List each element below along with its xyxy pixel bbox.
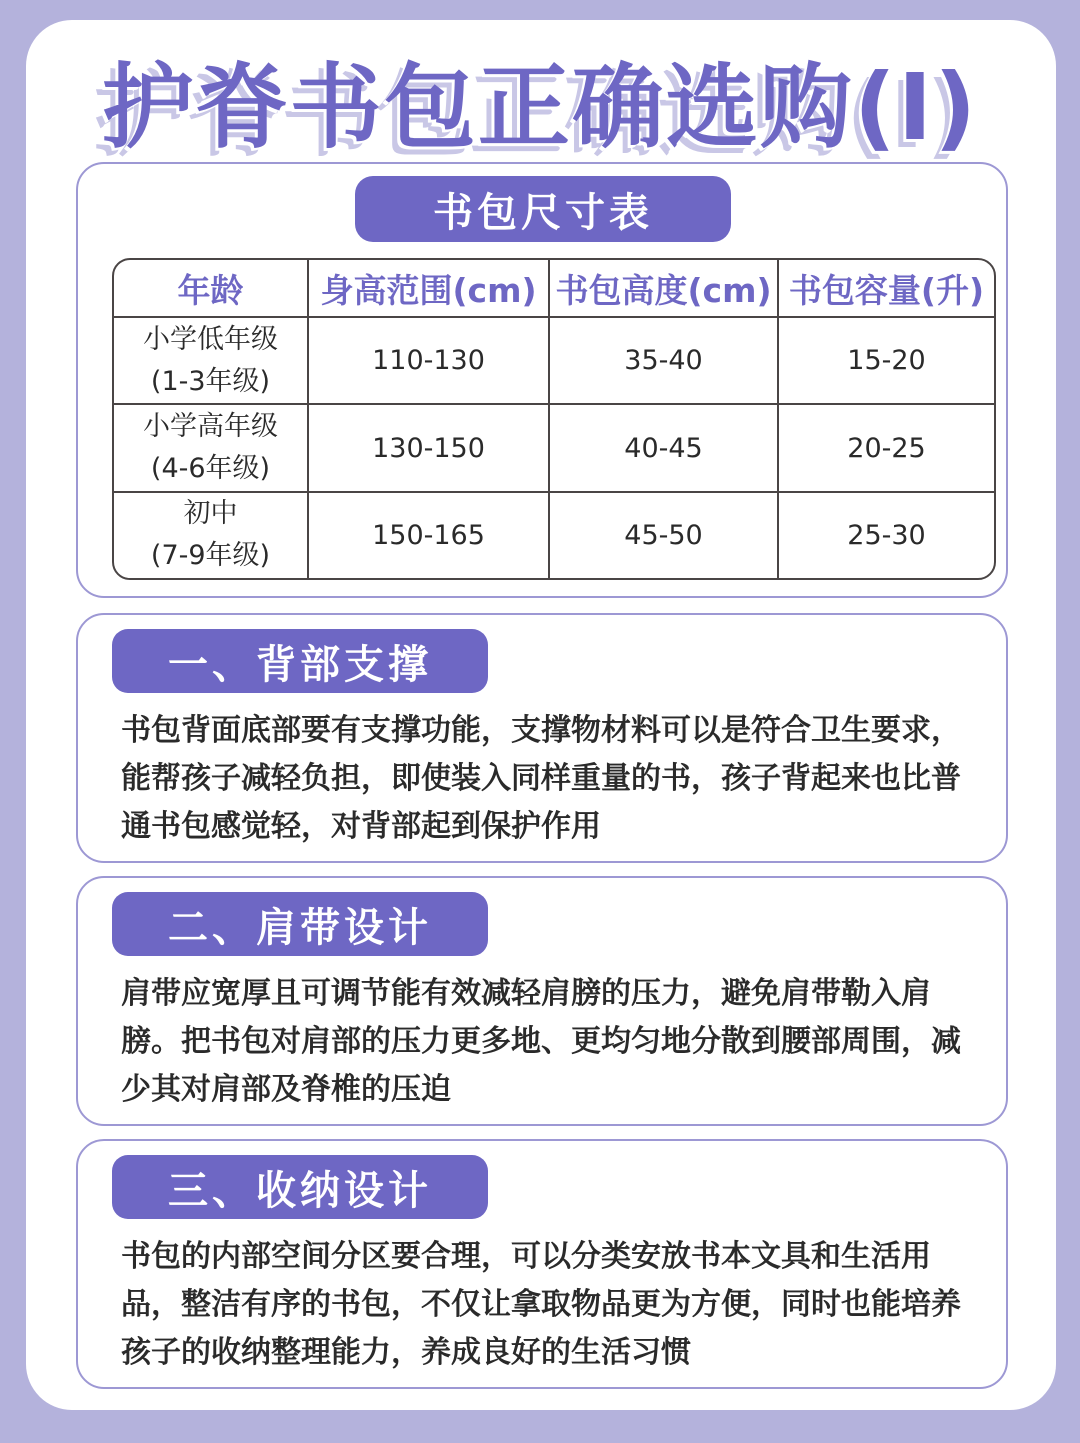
height-range-cell: 130-150 [309, 405, 550, 492]
size-table [112, 258, 996, 580]
table-header-row [114, 260, 994, 318]
grade-label: (1-3年级) [150, 365, 271, 397]
section-body-storage-design: 书包的内部空间分区要合理，可以分类安放书本文具和生活用品，整洁有序的书包，不仅让拿取物品更为方便，同时也能培养孩子的收纳整理能力，养成良好的生活习惯 [121, 1239, 961, 1370]
bag-height-cell: 35-40 [550, 318, 779, 405]
section-body-strap-design: 肩带应宽厚且可调节能有效减轻肩膀的压力，避免肩带勒入肩膀。把书包对肩部的压力更多地、更均匀地分散到腰部周围，减少其对肩部及脊椎的压迫 [121, 976, 961, 1107]
age-label: 初中 [183, 498, 238, 530]
page-title: 护脊书包正确选购(Ⅰ) [101, 54, 979, 161]
bag-height-cell: 40-45 [550, 405, 779, 492]
section-heading-back-support: 一、背部支撑 [112, 629, 488, 693]
age-label: 小学高年级 [143, 411, 278, 443]
table-row [114, 318, 994, 405]
grade-label: (7-9年级) [150, 540, 271, 572]
bag-height-cell: 45-50 [550, 493, 779, 578]
size-table-heading: 书包尺寸表 [355, 176, 731, 242]
grade-label: (4-6年级) [150, 453, 271, 485]
height-range-cell: 150-165 [309, 493, 550, 578]
column-header-height-range: 身高范围(cm) [309, 260, 550, 318]
section-heading-storage-design: 三、收纳设计 [112, 1155, 488, 1219]
column-header-bag-height: 书包高度(cm) [550, 260, 779, 318]
section-body-back-support: 书包背面底部要有支撑功能，支撑物材料可以是符合卫生要求，能帮孩子减轻负担，即使装入同样重量的书，孩子背起来也比普通书包感觉轻，对背部起到保护作用 [121, 713, 961, 844]
height-range-cell: 110-130 [309, 318, 550, 405]
age-cell [114, 318, 309, 405]
table-row [114, 405, 994, 492]
column-header-age: 年龄 [114, 260, 309, 318]
table-row [114, 493, 994, 578]
section-heading-strap-design: 二、肩带设计 [112, 892, 488, 956]
age-label: 小学低年级 [143, 323, 278, 355]
bag-capacity-cell: 25-30 [847, 519, 926, 551]
bag-capacity-cell: 20-25 [779, 405, 994, 492]
column-header-bag-capacity: 书包容量(升) [779, 260, 994, 318]
bag-capacity-cell: 15-20 [779, 318, 994, 405]
age-cell [114, 493, 309, 578]
age-cell [114, 405, 309, 492]
